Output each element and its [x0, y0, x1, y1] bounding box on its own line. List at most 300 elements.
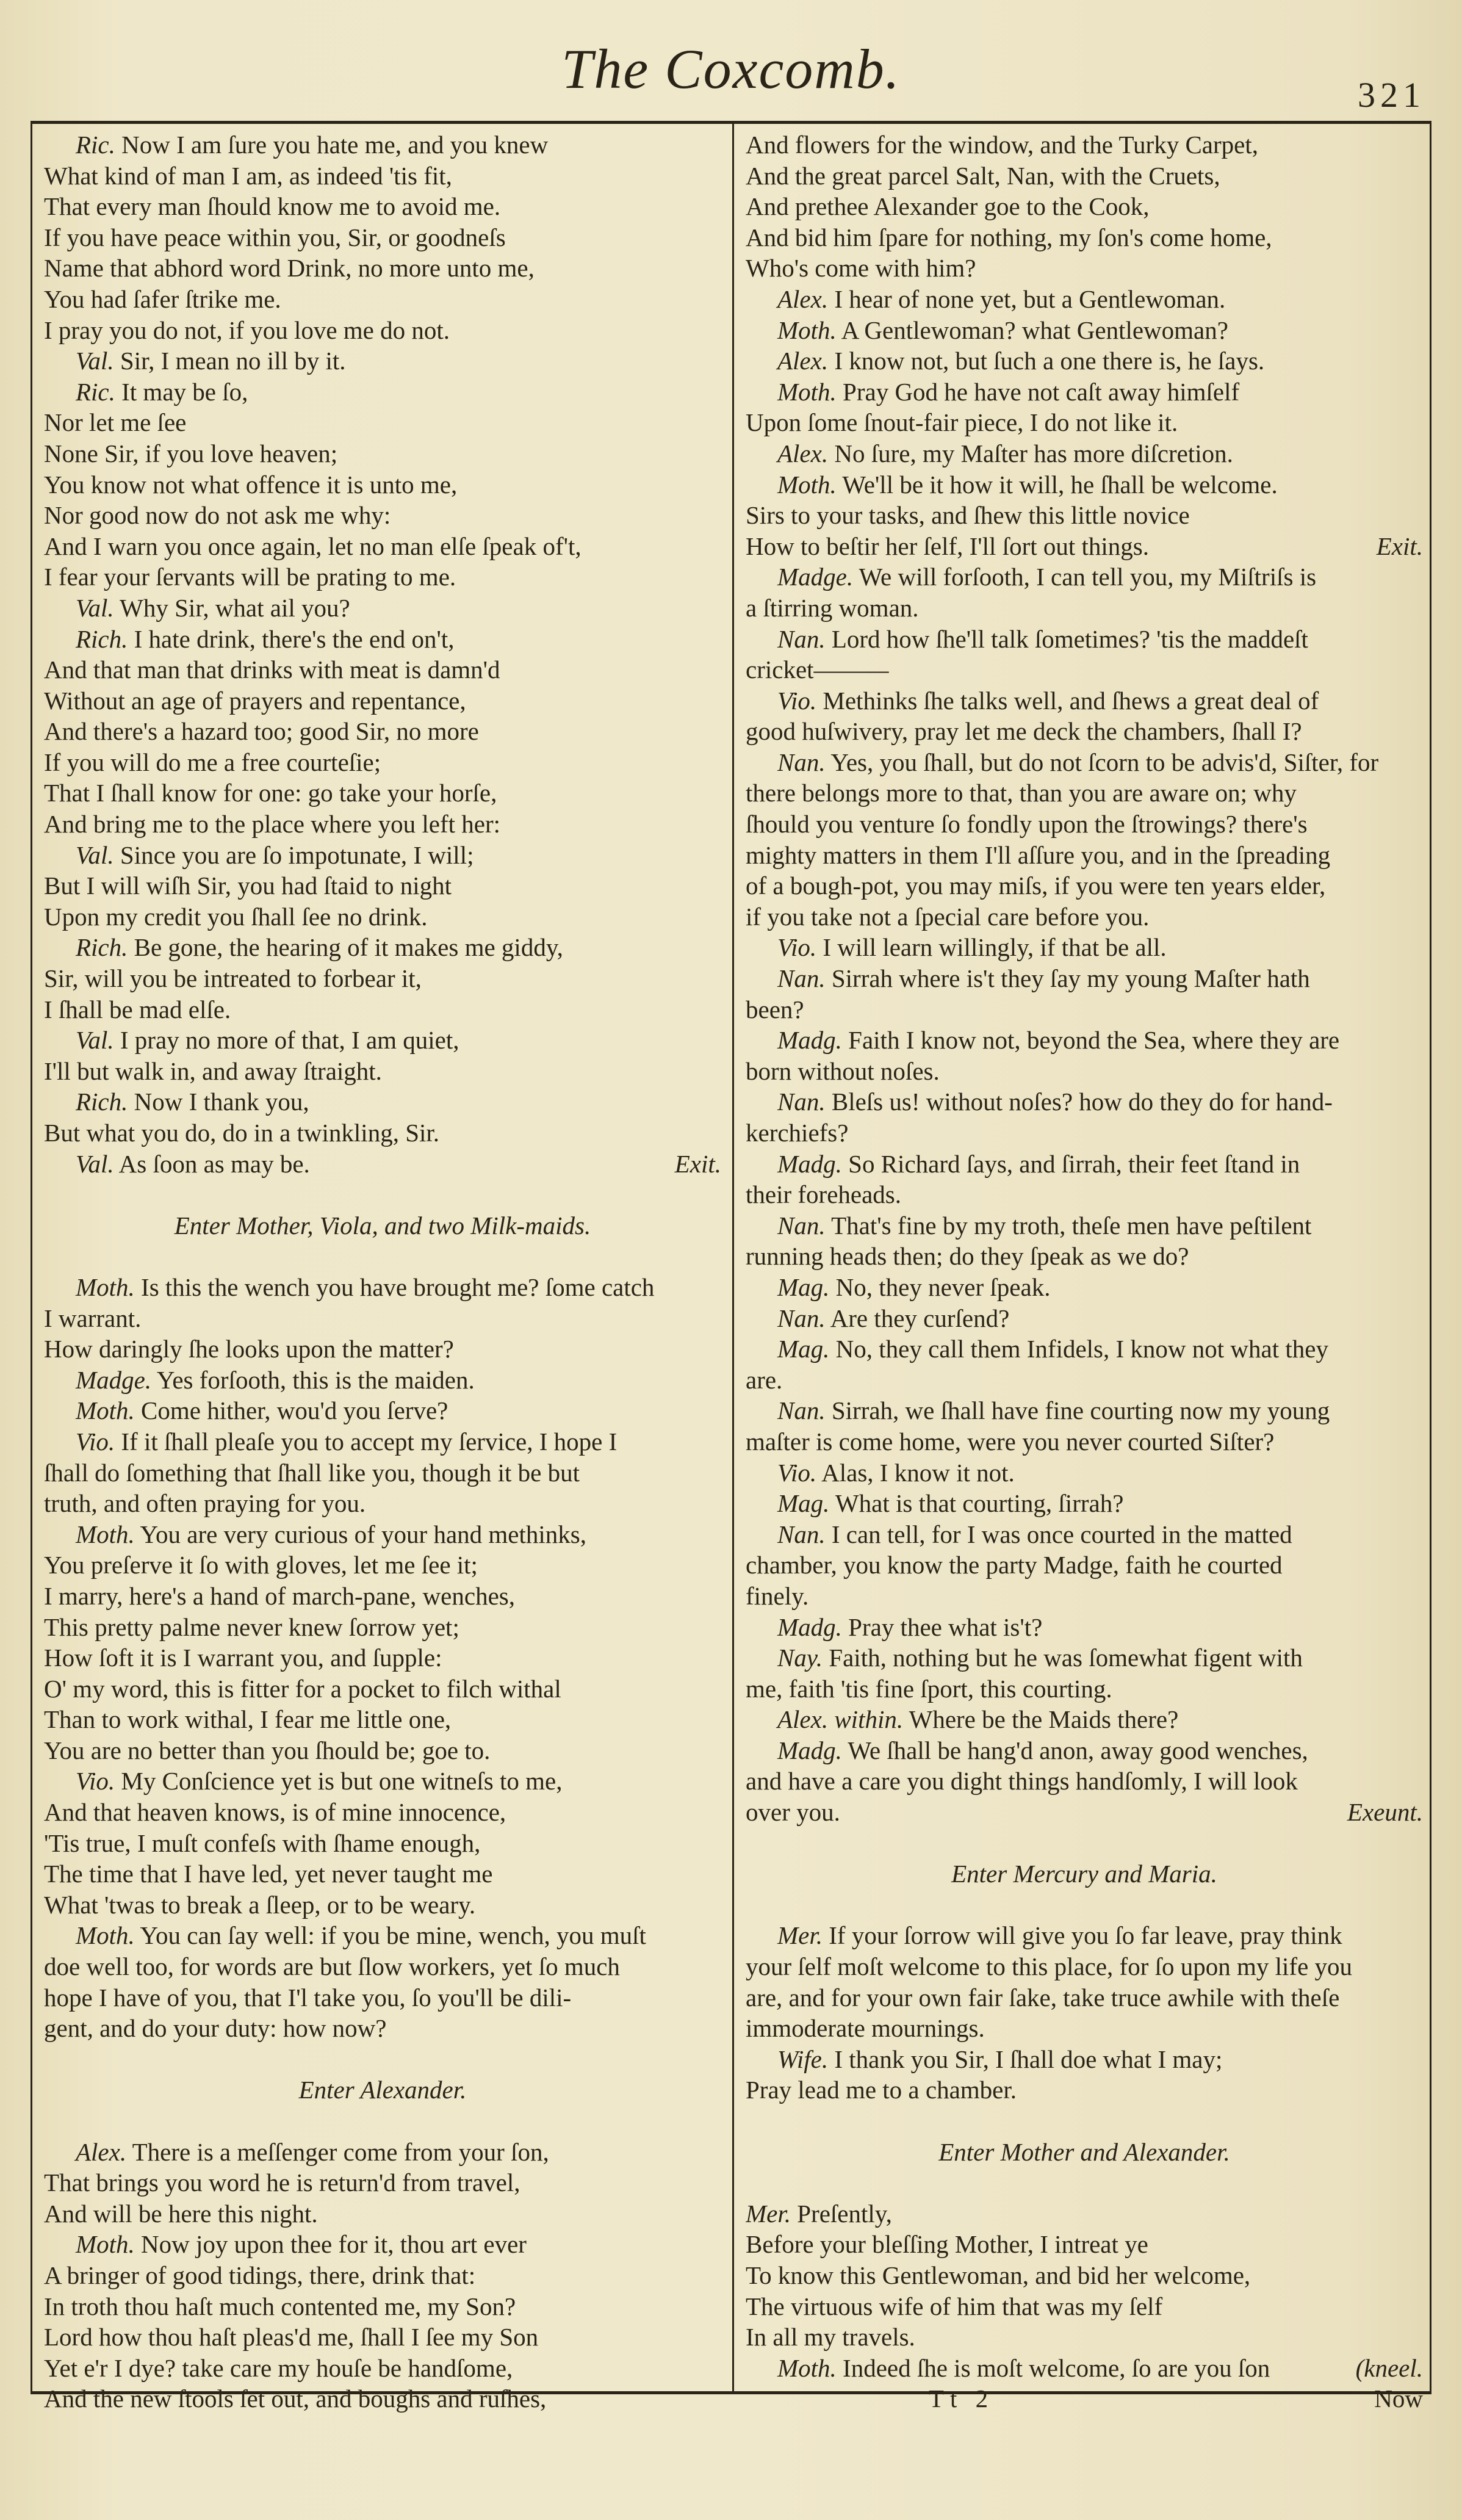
- line-text: [76, 377, 248, 408]
- line-text: How daringly ſhe looks upon the matter?: [44, 1335, 454, 1363]
- verse-line: [746, 1951, 1423, 1982]
- verse-line: [44, 870, 721, 901]
- verse-line: [746, 1581, 1423, 1612]
- verse-line: [44, 1858, 721, 1890]
- line-text: Nor let me ſee: [44, 408, 187, 437]
- dialogue-text: Come hither, wou'd you ſerve?: [141, 1396, 448, 1425]
- verse-line: [746, 716, 1423, 747]
- stage-direction: [44, 1210, 721, 1241]
- dialogue-text: Indeed ſhe is moſt welcome, ſo are you ſon: [843, 2353, 1270, 2382]
- line-text: But I will wiſh Sir, you had ſtaid to night: [44, 872, 452, 900]
- dialogue-text: You can ſay well: if you be mine, wench, you muſt: [140, 1921, 646, 1950]
- verse-line: [44, 1735, 721, 1766]
- speech-line: [746, 624, 1423, 655]
- spacer: [44, 1179, 721, 1210]
- line-text: What 'twas to break a ſleep, or to be weary.: [44, 1890, 476, 1919]
- speech-line: [746, 963, 1423, 994]
- line-text: That brings you word he is return'd from travel,: [44, 2168, 520, 2197]
- speech-line: [44, 1365, 721, 1396]
- dialogue-text: I thank you Sir, I ſhall doe what I may;: [834, 2045, 1223, 2073]
- speaker-name: Nan.: [777, 1396, 826, 1425]
- speech-line: [746, 1642, 1423, 1673]
- verse-line: [746, 1673, 1423, 1705]
- line-text: your ſelf moſt welcome to this place, for ſo upon my life you: [746, 1952, 1353, 1981]
- verse-line: [746, 2074, 1423, 2106]
- line-text: You had ſafer ſtrike me.: [44, 284, 281, 313]
- dialogue-text: If it ſhall pleaſe you to accept my ſervice, I hope I: [121, 1427, 618, 1456]
- dialogue-text: I pray no more of that, I am quiet,: [120, 1026, 459, 1055]
- line-text: [777, 624, 1308, 655]
- verse-line: [746, 2291, 1423, 2322]
- line-text: And the new ſtools ſet out, and boughs and ruſhes,: [44, 2385, 547, 2413]
- speech-line: [746, 1334, 1423, 1365]
- verse-line: [44, 191, 721, 222]
- speaker-name: Val.: [76, 593, 114, 622]
- line-text: [777, 1149, 1300, 1180]
- stage-exit: Exeunt.: [1347, 1798, 1423, 1827]
- speaker-name: Madg.: [777, 1026, 842, 1055]
- verse-line: [44, 2291, 721, 2322]
- speech-line: [44, 593, 721, 624]
- dialogue-text: Is this the wench you have brought me? ſome catch: [141, 1273, 655, 1301]
- line-text: And that heaven knows, is of mine innocence,: [44, 1798, 506, 1827]
- line-text: I fear your ſervants will be prating to me.: [44, 563, 456, 591]
- speech-line: [746, 1920, 1423, 1951]
- left-column: [44, 129, 721, 2414]
- stage-exit: Exit.: [1376, 532, 1423, 560]
- verse-line: [746, 407, 1423, 438]
- line-text: mighty matters in them I'll aſſure you, and in the ſpreading: [746, 840, 1331, 869]
- stage-exit: Exit.: [674, 1149, 721, 1178]
- verse-line: [746, 2260, 1423, 2291]
- spacer: [746, 1828, 1423, 1859]
- line-text: [76, 593, 350, 624]
- line-text: [777, 1395, 1330, 1426]
- line-text: Sirs to your tasks, and ſhew this little novice: [746, 501, 1190, 530]
- stage-direction: [746, 1858, 1423, 1890]
- verse-line: [44, 1303, 721, 1334]
- line-text: And there's a hazard too; good Sir, no more: [44, 717, 479, 746]
- speaker-name: Nan.: [777, 624, 826, 653]
- speaker-name: Mer.: [777, 1921, 823, 1950]
- line-text: [777, 1086, 1333, 1117]
- verse-line: [44, 469, 721, 500]
- speech-line: [44, 624, 721, 655]
- speech-line: [44, 2137, 721, 2168]
- line-text: [777, 1704, 1178, 1735]
- line-text: immoderate mournings.: [746, 2014, 985, 2043]
- verse-line: [44, 561, 721, 593]
- verse-line: [44, 1642, 721, 1673]
- line-text: The time that I have led, yet never taught me: [44, 1860, 493, 1888]
- verse-line: [746, 222, 1423, 253]
- stage-direction: [746, 2137, 1423, 2168]
- dialogue-text: Bleſs us! without noſes? how do they do for hand-: [831, 1088, 1333, 1116]
- speech-line: [44, 1149, 721, 1180]
- line-text: [76, 1025, 459, 1056]
- speech-line: [746, 2044, 1423, 2075]
- line-text: chamber, you know the party Madge, faith he courted: [746, 1551, 1283, 1580]
- speaker-name: Moth.: [76, 1396, 135, 1425]
- line-text: good huſwivery, pray let me deck the chambers, ſhall I?: [746, 717, 1302, 746]
- verse-line: [746, 2322, 1423, 2353]
- dialogue-text: Where be the Maids there?: [909, 1705, 1179, 1734]
- speaker-name: Mag.: [777, 1273, 830, 1301]
- running-title: The Coxcomb.: [561, 38, 901, 100]
- speaker-name: Vio.: [777, 933, 817, 962]
- line-text: I'll but walk in, and away ſtraight.: [44, 1056, 382, 1085]
- line-text: [777, 1303, 1009, 1334]
- line-text: How ſoft it is I warrant you, and ſupple:: [44, 1644, 442, 1672]
- line-text: [76, 624, 454, 655]
- line-text: [76, 1086, 309, 1117]
- verse-line: [44, 963, 721, 994]
- line-text: Enter Mother, Viola, and two Milk-maids.: [174, 1211, 591, 1240]
- speaker-name: Vio.: [777, 686, 817, 715]
- speaker-name: Nan.: [777, 964, 826, 993]
- line-text: [777, 1025, 1339, 1056]
- speaker-name: Nan.: [777, 748, 826, 776]
- line-text: over you.: [746, 1798, 840, 1827]
- page-footer: [746, 2383, 1423, 2414]
- signature-mark: Tt 2: [929, 2385, 995, 2413]
- line-text: are, and for your own fair ſake, take truce awhile with theſe: [746, 1983, 1340, 2012]
- spacer: [44, 2044, 721, 2075]
- verse-line: [44, 253, 721, 284]
- line-text: O' my word, this is fitter for a pocket to filch withal: [44, 1674, 561, 1703]
- right-border: [1430, 121, 1431, 2391]
- verse-line: [44, 2013, 721, 2044]
- speaker-name: Wife.: [777, 2045, 829, 2073]
- dialogue-text: I hate drink, there's the end on't,: [134, 624, 455, 653]
- verse-line: [44, 284, 721, 315]
- line-text: [777, 561, 1316, 593]
- line-text: [777, 1210, 1311, 1241]
- verse-line: [44, 500, 721, 531]
- speech-line: [746, 685, 1423, 717]
- dialogue-text: There is a meſſenger come from your ſon,: [132, 2137, 549, 2166]
- speaker-name: Alex.: [76, 2137, 127, 2166]
- verse-line: [44, 2322, 721, 2353]
- line-text: [777, 1612, 1042, 1643]
- verse-line: [44, 747, 721, 778]
- verse-line: [746, 1365, 1423, 1396]
- dialogue-text: My Conſcience yet is but one witneſs to me,: [121, 1767, 563, 1796]
- speech-line: [746, 1488, 1423, 1519]
- verse-line: [44, 1581, 721, 1612]
- dialogue-text: No ſure, my Maſter has more diſcretion.: [834, 439, 1233, 468]
- line-text: Nor good now do not ask me why:: [44, 501, 391, 530]
- dialogue-text: Yes, you ſhall, but do not ſcorn to be advis'd, Siſter, for: [830, 748, 1379, 776]
- line-text: Enter Mother and Alexander.: [938, 2137, 1230, 2166]
- verse-line: [746, 161, 1423, 192]
- speech-line: [746, 469, 1423, 500]
- dialogue-text: Sirrah where is't they ſay my young Maſter hath: [831, 964, 1310, 993]
- speech-line: [746, 1457, 1423, 1489]
- speech-line: [44, 129, 721, 161]
- line-text: Sir, will you be intreated to forbear it,: [44, 964, 422, 993]
- line-text: [777, 1488, 1123, 1519]
- dialogue-text: Yes forſooth, this is the maiden.: [156, 1365, 475, 1394]
- dialogue-text: Now I thank you,: [134, 1088, 309, 1116]
- speaker-name: Madge.: [76, 1365, 152, 1394]
- line-text: Before your bleſſing Mother, I intreat ye: [746, 2230, 1148, 2259]
- dialogue-text: So Richard ſays, and ſirrah, their feet ſtand in: [848, 1149, 1300, 1178]
- spacer: [746, 2106, 1423, 2137]
- speaker-name: Moth.: [777, 377, 837, 406]
- verse-line: [44, 2198, 721, 2229]
- speech-line: [746, 1272, 1423, 1303]
- speaker-name: Nay.: [777, 1644, 823, 1672]
- line-text: [76, 2229, 527, 2260]
- line-text: and have a care you dight things handſomly, I will look: [746, 1767, 1298, 1796]
- dialogue-text: What is that courting, ſirrah?: [835, 1489, 1124, 1518]
- verse-line: [44, 1982, 721, 2013]
- line-text: a ſtirring woman.: [746, 593, 919, 622]
- line-text: [777, 377, 1239, 408]
- speech-line: [44, 377, 721, 408]
- line-text: their foreheads.: [746, 1180, 901, 1209]
- line-text: [777, 1920, 1342, 1951]
- verse-line: [746, 2229, 1423, 2260]
- line-text: In all my travels.: [746, 2323, 915, 2352]
- speaker-name: Rich.: [76, 624, 128, 653]
- line-text: [777, 1735, 1308, 1766]
- speech-line: [44, 1395, 721, 1426]
- verse-line: [746, 1797, 1423, 1828]
- verse-line: [44, 315, 721, 346]
- line-text: [76, 1519, 586, 1550]
- verse-line: [44, 716, 721, 747]
- line-text: [777, 1457, 1015, 1489]
- speaker-name: Mag.: [777, 1335, 830, 1363]
- line-text: [76, 1365, 475, 1396]
- dialogue-text: If your ſorrow will give you ſo far leave, pray think: [829, 1921, 1342, 1950]
- speech-line: [746, 284, 1423, 315]
- dialogue-text: I will learn willingly, if that be all.: [823, 933, 1167, 962]
- speaker-name: Ric.: [76, 131, 115, 159]
- speech-line: [746, 377, 1423, 408]
- speech-line: [746, 315, 1423, 346]
- speaker-name: Rich.: [76, 933, 128, 962]
- speaker-name: Ric.: [76, 377, 115, 406]
- verse-line: [746, 1056, 1423, 1087]
- spacer: [44, 1241, 721, 1272]
- speech-line: [746, 561, 1423, 593]
- verse-line: [746, 253, 1423, 284]
- line-text: if you take not a ſpecial care before you.: [746, 902, 1150, 931]
- verse-line: [746, 654, 1423, 685]
- speech-line: [44, 1426, 721, 1457]
- line-text: If you will do me a free courteſie;: [44, 748, 381, 776]
- line-text: gent, and do your duty: how now?: [44, 2014, 387, 2043]
- right-column: [746, 129, 1423, 2414]
- speaker-name: Val.: [76, 1026, 114, 1055]
- line-text: cricket———: [746, 655, 889, 684]
- speech-line: [746, 1025, 1423, 1056]
- line-text: That every man ſhould know me to avoid me.: [44, 192, 501, 221]
- speaker-name: Alex.: [777, 347, 829, 375]
- speech-line: [44, 1272, 721, 1303]
- verse-line: [44, 2383, 721, 2414]
- catchword: Now: [1374, 2385, 1423, 2413]
- speaker-name: Madg.: [777, 1736, 842, 1764]
- dialogue-text: That's fine by my troth, theſe men have peſtilent: [831, 1211, 1312, 1240]
- verse-line: [746, 1766, 1423, 1797]
- speech-line: [746, 1735, 1423, 1766]
- speaker-name: Moth.: [76, 2230, 135, 2259]
- line-text: And prethee Alexander goe to the Cook,: [746, 192, 1150, 221]
- line-text: To know this Gentlewoman, and bid her welcome,: [746, 2261, 1251, 2289]
- dialogue-text: Alas, I know it not.: [821, 1458, 1015, 1487]
- line-text: [76, 345, 346, 377]
- speech-line: [44, 345, 721, 377]
- dialogue-text: A Gentlewoman? what Gentlewoman?: [841, 316, 1228, 344]
- spacer: [746, 2167, 1423, 2198]
- line-text: In troth thou haſt much contented me, my Son?: [44, 2292, 516, 2320]
- verse-line: [44, 222, 721, 253]
- speaker-name: Val.: [76, 1149, 114, 1178]
- line-text: are.: [746, 1365, 783, 1394]
- line-text: What kind of man I am, as indeed 'tis fit,: [44, 161, 452, 190]
- line-text: Without an age of prayers and repentance,: [44, 686, 466, 715]
- line-text: been?: [746, 995, 804, 1024]
- verse-line: [44, 438, 721, 469]
- line-text: [777, 685, 1319, 717]
- line-text: [777, 284, 1225, 315]
- speaker-name: Nan.: [777, 1520, 826, 1548]
- speech-line: [746, 1612, 1423, 1643]
- speaker-name: Mer.: [746, 2199, 791, 2228]
- line-text: I marry, here's a hand of march-pane, wenches,: [44, 1581, 515, 1610]
- line-text: of a bough-pot, you may miſs, if you were ten years elder,: [746, 872, 1326, 900]
- line-text: me, faith 'tis fine ſport, this courting.: [746, 1674, 1112, 1703]
- line-text: [777, 1272, 1050, 1303]
- verse-line: [746, 840, 1423, 871]
- line-text: [777, 315, 1228, 346]
- stage-exit: (kneel.: [1355, 2353, 1423, 2382]
- line-text: [777, 932, 1167, 963]
- line-text: And flowers for the window, and the Turky Carpet,: [746, 131, 1258, 159]
- speaker-name: Alex. within.: [777, 1705, 904, 1734]
- dialogue-text: Preſently,: [797, 2199, 892, 2228]
- speaker-name: Nan.: [777, 1088, 826, 1116]
- line-text: I warrant.: [44, 1304, 142, 1332]
- speaker-name: Rich.: [76, 1088, 128, 1116]
- line-text: But what you do, do in a twinkling, Sir.: [44, 1119, 440, 1147]
- page-number: 321: [1358, 75, 1425, 115]
- line-text: If you have peace within you, Sir, or goodneſs: [44, 223, 506, 251]
- verse-line: [746, 191, 1423, 222]
- dialogue-text: Faith, nothing but he was ſomewhat figent with: [829, 1644, 1303, 1672]
- line-text: [76, 1395, 448, 1426]
- line-text: Enter Alexander.: [298, 2076, 467, 2104]
- speaker-name: Moth.: [76, 1921, 135, 1950]
- verse-line: [44, 778, 721, 809]
- dialogue-text: Pray God he have not caſt away himſelf: [843, 377, 1240, 406]
- verse-line: [44, 1457, 721, 1489]
- line-text: [76, 1426, 617, 1457]
- line-text: born without noſes.: [746, 1056, 940, 1085]
- speaker-name: Val.: [76, 347, 114, 375]
- line-text: 'Tis true, I muſt confeſs with ſhame enough,: [44, 1829, 481, 1857]
- line-text: Who's come with him?: [746, 254, 976, 283]
- speaker-name: Alex.: [777, 284, 829, 313]
- verse-line: [44, 1673, 721, 1705]
- dialogue-text: Sirrah, we ſhall have fine courting now my young: [831, 1396, 1330, 1425]
- line-text: I pray you do not, if you love me do not.: [44, 316, 450, 344]
- speech-line: [44, 1920, 721, 1951]
- line-text: running heads then; do they ſpeak as we do?: [746, 1242, 1189, 1271]
- dialogue-text: Now joy upon thee for it, thou art ever: [141, 2230, 527, 2259]
- line-text: You are no better than you ſhould be; goe to.: [44, 1736, 491, 1764]
- verse-line: [44, 1612, 721, 1643]
- verse-line: [44, 1797, 721, 1828]
- column-divider: [732, 121, 734, 2391]
- line-text: A bringer of good tidings, there, drink that:: [44, 2261, 476, 2289]
- speech-line: [746, 2353, 1423, 2384]
- speech-line: [746, 1149, 1423, 1180]
- verse-line: [44, 1828, 721, 1859]
- line-text: Yet e'r I dye? take care my houſe be handſome,: [44, 2353, 513, 2382]
- line-text: [777, 963, 1310, 994]
- line-text: [76, 1920, 646, 1951]
- line-text: You know not what offence it is unto me,: [44, 470, 458, 499]
- line-text: kerchiefs?: [746, 1119, 849, 1147]
- dialogue-text: Are they curſend?: [830, 1304, 1010, 1332]
- speech-line: [746, 1303, 1423, 1334]
- speaker-name: Alex.: [777, 439, 829, 468]
- line-text: And that man that drinks with meat is damn'd: [44, 655, 500, 684]
- verse-line: [746, 1241, 1423, 1272]
- verse-line: [44, 2167, 721, 2198]
- line-text: Name that abhord word Drink, no more unto me,: [44, 254, 535, 283]
- verse-line: [746, 809, 1423, 840]
- verse-line: [746, 500, 1423, 531]
- dialogue-text: No, they never ſpeak.: [835, 1273, 1051, 1301]
- line-text: And bid him ſpare for nothing, my ſon's come home,: [746, 223, 1272, 251]
- verse-line: [44, 901, 721, 933]
- verse-line: [746, 1426, 1423, 1457]
- line-text: [76, 129, 548, 161]
- verse-line: [44, 407, 721, 438]
- verse-line: [44, 1890, 721, 1921]
- speech-line: [44, 840, 721, 871]
- line-text: That I ſhall know for one: go take your horſe,: [44, 779, 497, 807]
- line-text: Upon my credit you ſhall ſee no drink.: [44, 902, 428, 931]
- line-text: [777, 747, 1378, 778]
- line-text: I ſhall be mad elſe.: [44, 995, 231, 1024]
- line-text: [777, 2353, 1270, 2384]
- line-text: [777, 469, 1278, 500]
- line-text: doe well too, for words are but ſlow workers, yet ſo much: [44, 1952, 620, 1981]
- dialogue-text: Lord how ſhe'll talk ſometimes? 'tis the maddeſt: [831, 624, 1308, 653]
- verse-line: [746, 778, 1423, 809]
- speaker-name: Moth.: [777, 316, 837, 344]
- speech-line: [746, 932, 1423, 963]
- verse-line: [44, 1056, 721, 1087]
- dialogue-text: We ſhall be hang'd anon, away good wenches,: [848, 1736, 1308, 1764]
- line-text: Enter Mercury and Maria.: [951, 1860, 1217, 1888]
- speech-line: [746, 345, 1423, 377]
- dialogue-text: Pray thee what is't?: [848, 1612, 1043, 1641]
- speech-line: [746, 1086, 1423, 1117]
- line-text: ſhould you venture ſo fondly upon the ſtrowings? there's: [746, 810, 1308, 839]
- speech-line: [746, 1210, 1423, 1241]
- bottom-rule: [31, 2391, 1431, 2394]
- verse-line: [44, 809, 721, 840]
- line-text: [777, 438, 1233, 469]
